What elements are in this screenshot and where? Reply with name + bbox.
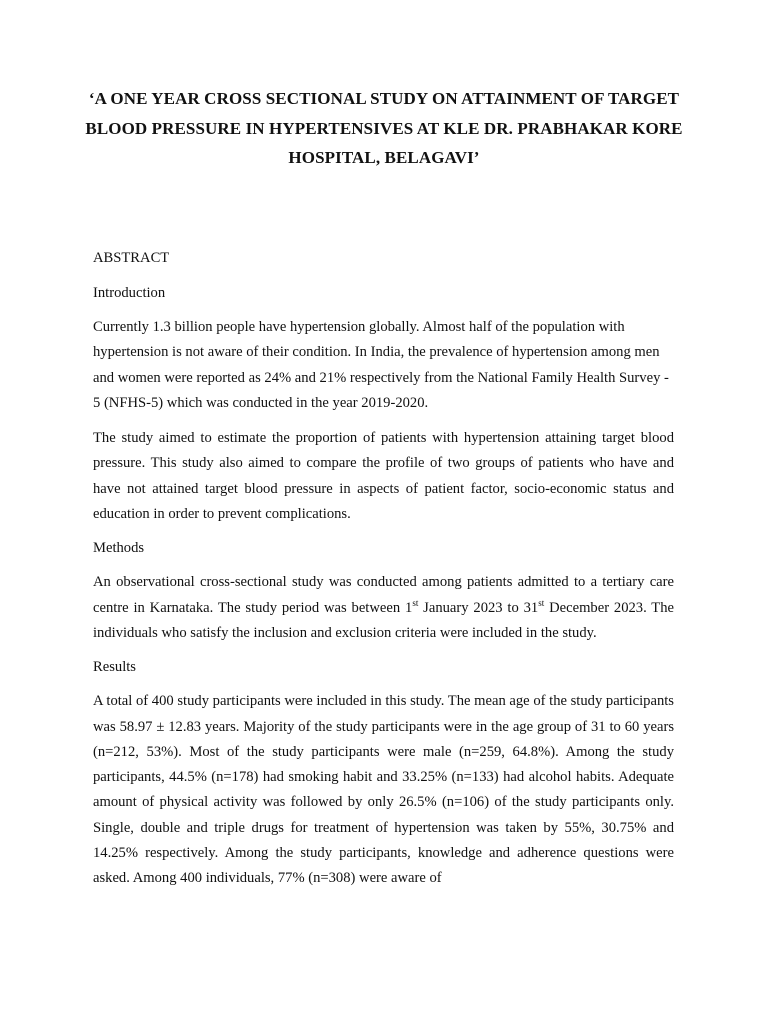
introduction-paragraph-1: Currently 1.3 billion people have hypertension globally. Almost half of the population with hypertension is not aware of their condition. In India, the prevalence of hypertension among men and women were reported as 24% and 21% respectively from the National Family Health Survey - 5 (NFHS-5) which was conducted in the year 2019-2020. <box>93 319 669 411</box>
abstract-label: ABSTRACT <box>93 250 170 266</box>
introduction-heading: Introduction <box>93 285 166 301</box>
methods-text-b: January 2023 to 31 <box>418 599 539 616</box>
document-title: ‘A ONE YEAR CROSS SECTIONAL STUDY ON ATTAINMENT OF TARGET BLOOD PRESSURE IN HYPERTENSIVES AT KLE DR. PRABHAKAR KORE HOSPITAL, BELAGAVI’ <box>85 89 683 167</box>
methods-sup-a: st <box>412 597 419 608</box>
methods-text-a: An observational cross-sectional study was conducted among patients admitted to a tertiary care centre in Karnataka. The study period was between 1 <box>93 574 674 616</box>
results-heading: Results <box>93 659 136 676</box>
methods-paragraph <box>93 570 674 646</box>
methods-heading: Methods <box>93 540 145 557</box>
results-paragraph: A total of 400 study participants were included in this study. The mean age of the study participants was 58.97 ± 12.83 years. Majority of the study participants were in the age group of 31 to 60 years (n=212, 53%). Most of the study participants were male (n=259, 64.8%). Among the study participants, 44.5% (n=178) had smoking habit and 33.25% (n=133) had alcohol habits. Adequate amount of physical activity was followed by only 26.5% (n=106) of the study participants only. Single, double and triple drugs for treatment of hypertension was taken by 55%, 30.75% and 14.25% respectively. Among the study participants, knowledge and adherence questions were asked. Among 400 individuals, 77% (n=308) were aware of <box>93 693 674 887</box>
introduction-paragraph-2: The study aimed to estimate the proportion of patients with hypertension attaining target blood pressure. This study also aimed to compare the profile of two groups of patients who have and have not attained target blood pressure in aspects of patient factor, socio-economic status and education in order to prevent complications. <box>93 430 674 523</box>
methods-sup-b: st <box>538 597 545 608</box>
abstract-body <box>93 246 674 892</box>
methods-text-c: December 2023. The individuals who satisfy the inclusion and exclusion criteria were included in the study. <box>93 599 675 641</box>
